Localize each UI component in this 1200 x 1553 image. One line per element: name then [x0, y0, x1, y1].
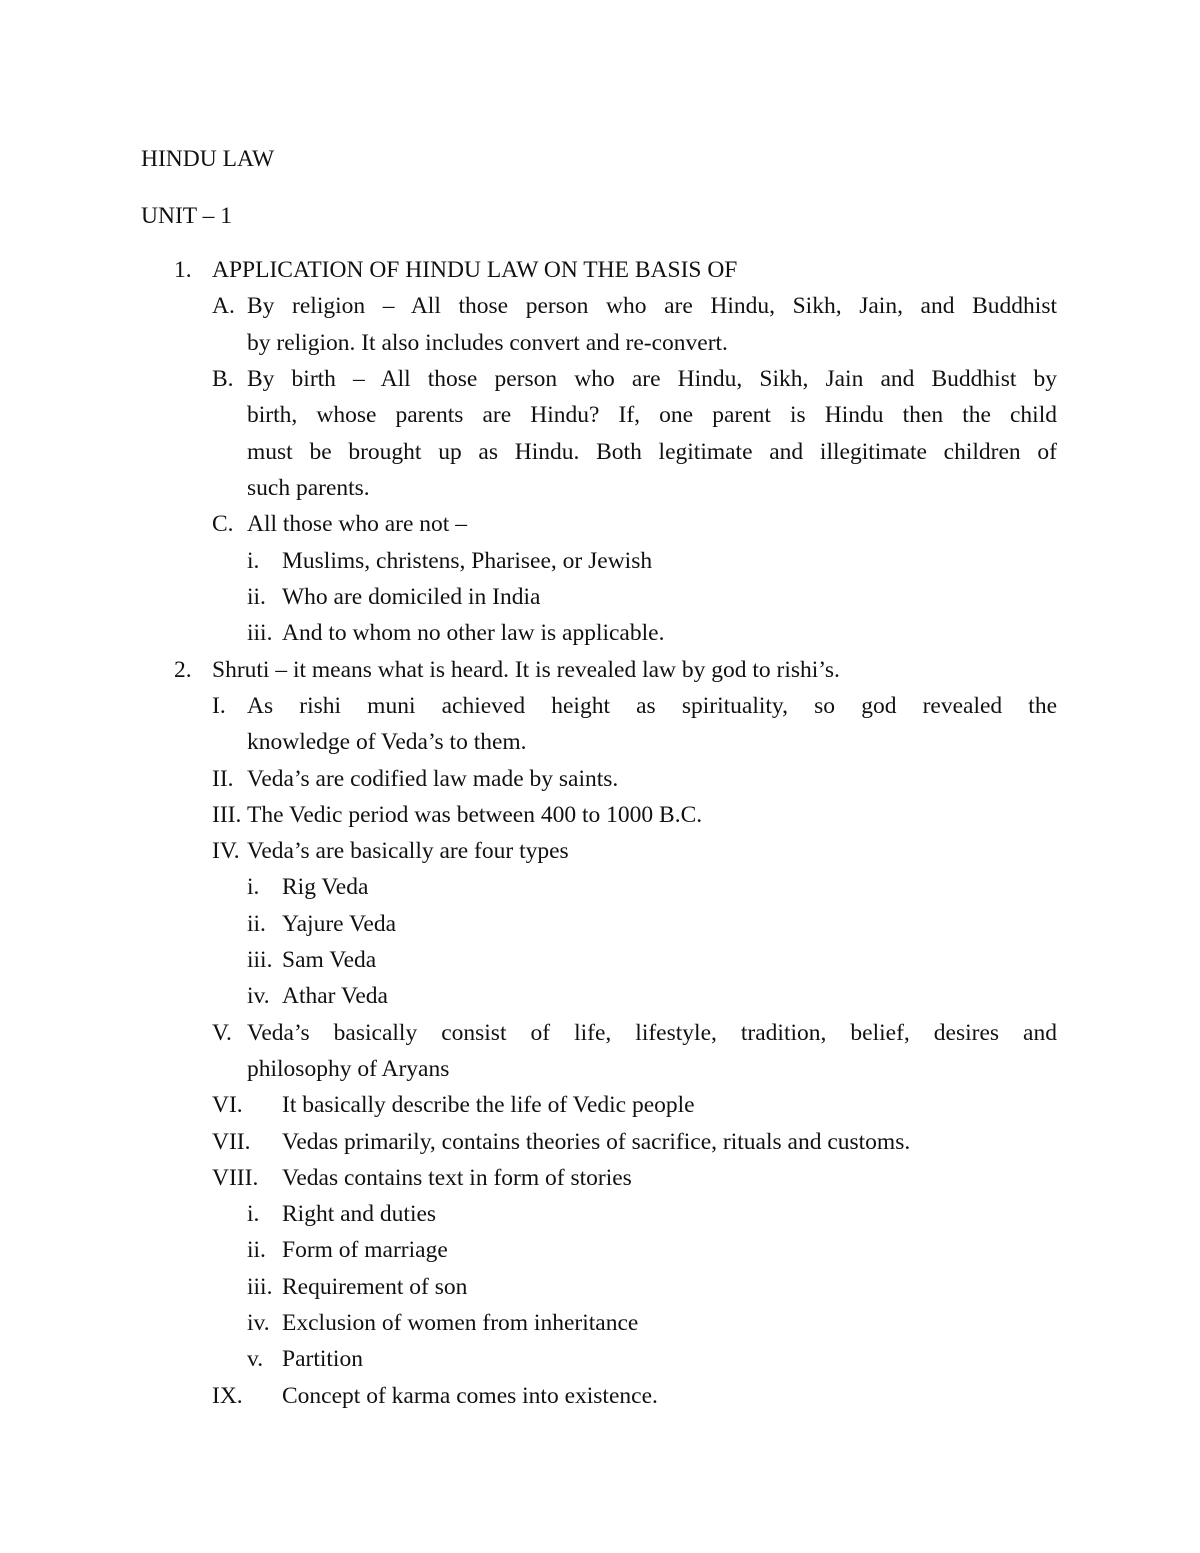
document-title: HINDU LAW [141, 146, 275, 172]
paragraph-line: must be brought up as Hindu. Both legitimate and illegitimate children of [247, 439, 1057, 465]
paragraph-line: Veda’s are codified law made by saints. [247, 766, 619, 792]
list-label: iv. [247, 983, 270, 1009]
list-item: Requirement of son [282, 1274, 468, 1300]
paragraph-line: by religion. It also includes convert and re-convert. [247, 330, 728, 356]
paragraph-line: Concept of karma comes into existence. [282, 1383, 658, 1409]
paragraph-line: Vedas primarily, contains theories of sacrifice, rituals and customs. [282, 1129, 911, 1155]
list-item: Athar Veda [282, 983, 388, 1009]
paragraph-line: Veda’s are basically are four types [247, 838, 569, 864]
list-label: A. [212, 293, 235, 319]
list-item: Yajure Veda [282, 911, 397, 937]
list-label: iv. [247, 1310, 270, 1336]
list-number: 2. [174, 657, 192, 683]
paragraph-line: Veda’s basically consist of life, lifestyle, tradition, belief, desires and [247, 1020, 1057, 1046]
list-label: VII. [212, 1129, 251, 1155]
list-item: Muslims, christens, Pharisee, or Jewish [282, 548, 653, 574]
list-label: B. [212, 366, 234, 392]
list-label: i. [247, 1201, 260, 1227]
list-item: Partition [282, 1346, 363, 1372]
paragraph-line: By religion – All those person who are Hindu, Sikh, Jain, and Buddhist [247, 293, 1057, 319]
list-label: VI. [212, 1092, 243, 1118]
paragraph-line: such parents. [247, 475, 370, 501]
list-label: I. [212, 693, 226, 719]
list-item: Form of marriage [282, 1237, 448, 1263]
list-item: Rig Veda [282, 874, 369, 900]
list-label: C. [212, 511, 234, 537]
list-item: Who are domiciled in India [282, 584, 541, 610]
paragraph-line: knowledge of Veda’s to them. [247, 729, 527, 755]
list-label: i. [247, 548, 260, 574]
list-label: II. [212, 766, 234, 792]
paragraph-line: It basically describe the life of Vedic people [282, 1092, 695, 1118]
paragraph-line: philosophy of Aryans [247, 1056, 450, 1082]
list-label: v. [247, 1346, 264, 1372]
list-label: III. [212, 802, 242, 828]
list-label: iii. [247, 947, 273, 973]
list-label: iii. [247, 620, 273, 646]
list-label: i. [247, 874, 260, 900]
section-heading: APPLICATION OF HINDU LAW ON THE BASIS OF [212, 257, 738, 283]
list-label: VIII. [212, 1165, 259, 1191]
list-item: Exclusion of women from inheritance [282, 1310, 639, 1336]
list-number: 1. [174, 257, 192, 283]
paragraph-line: birth, whose parents are Hindu? If, one parent is Hindu then the child [247, 402, 1057, 428]
list-label: ii. [247, 1237, 266, 1263]
list-item: And to whom no other law is applicable. [282, 620, 665, 646]
list-item: Sam Veda [282, 947, 377, 973]
paragraph-line: Vedas contains text in form of stories [282, 1165, 632, 1191]
list-label: iii. [247, 1274, 273, 1300]
list-label: IV. [212, 838, 240, 864]
list-label: ii. [247, 911, 266, 937]
paragraph-line: All those who are not – [247, 511, 467, 537]
list-label: V. [212, 1020, 232, 1046]
unit-heading: UNIT – 1 [141, 203, 232, 229]
list-item: Right and duties [282, 1201, 437, 1227]
paragraph-line: As rishi muni achieved height as spirituality, so god revealed the [247, 693, 1057, 719]
list-label: ii. [247, 584, 266, 610]
paragraph-line: By birth – All those person who are Hindu, Sikh, Jain and Buddhist by [247, 366, 1057, 392]
list-label: IX. [212, 1383, 243, 1409]
paragraph-line: The Vedic period was between 400 to 1000 B.C. [247, 802, 703, 828]
section-heading: Shruti – it means what is heard. It is revealed law by god to rishi’s. [212, 657, 840, 683]
